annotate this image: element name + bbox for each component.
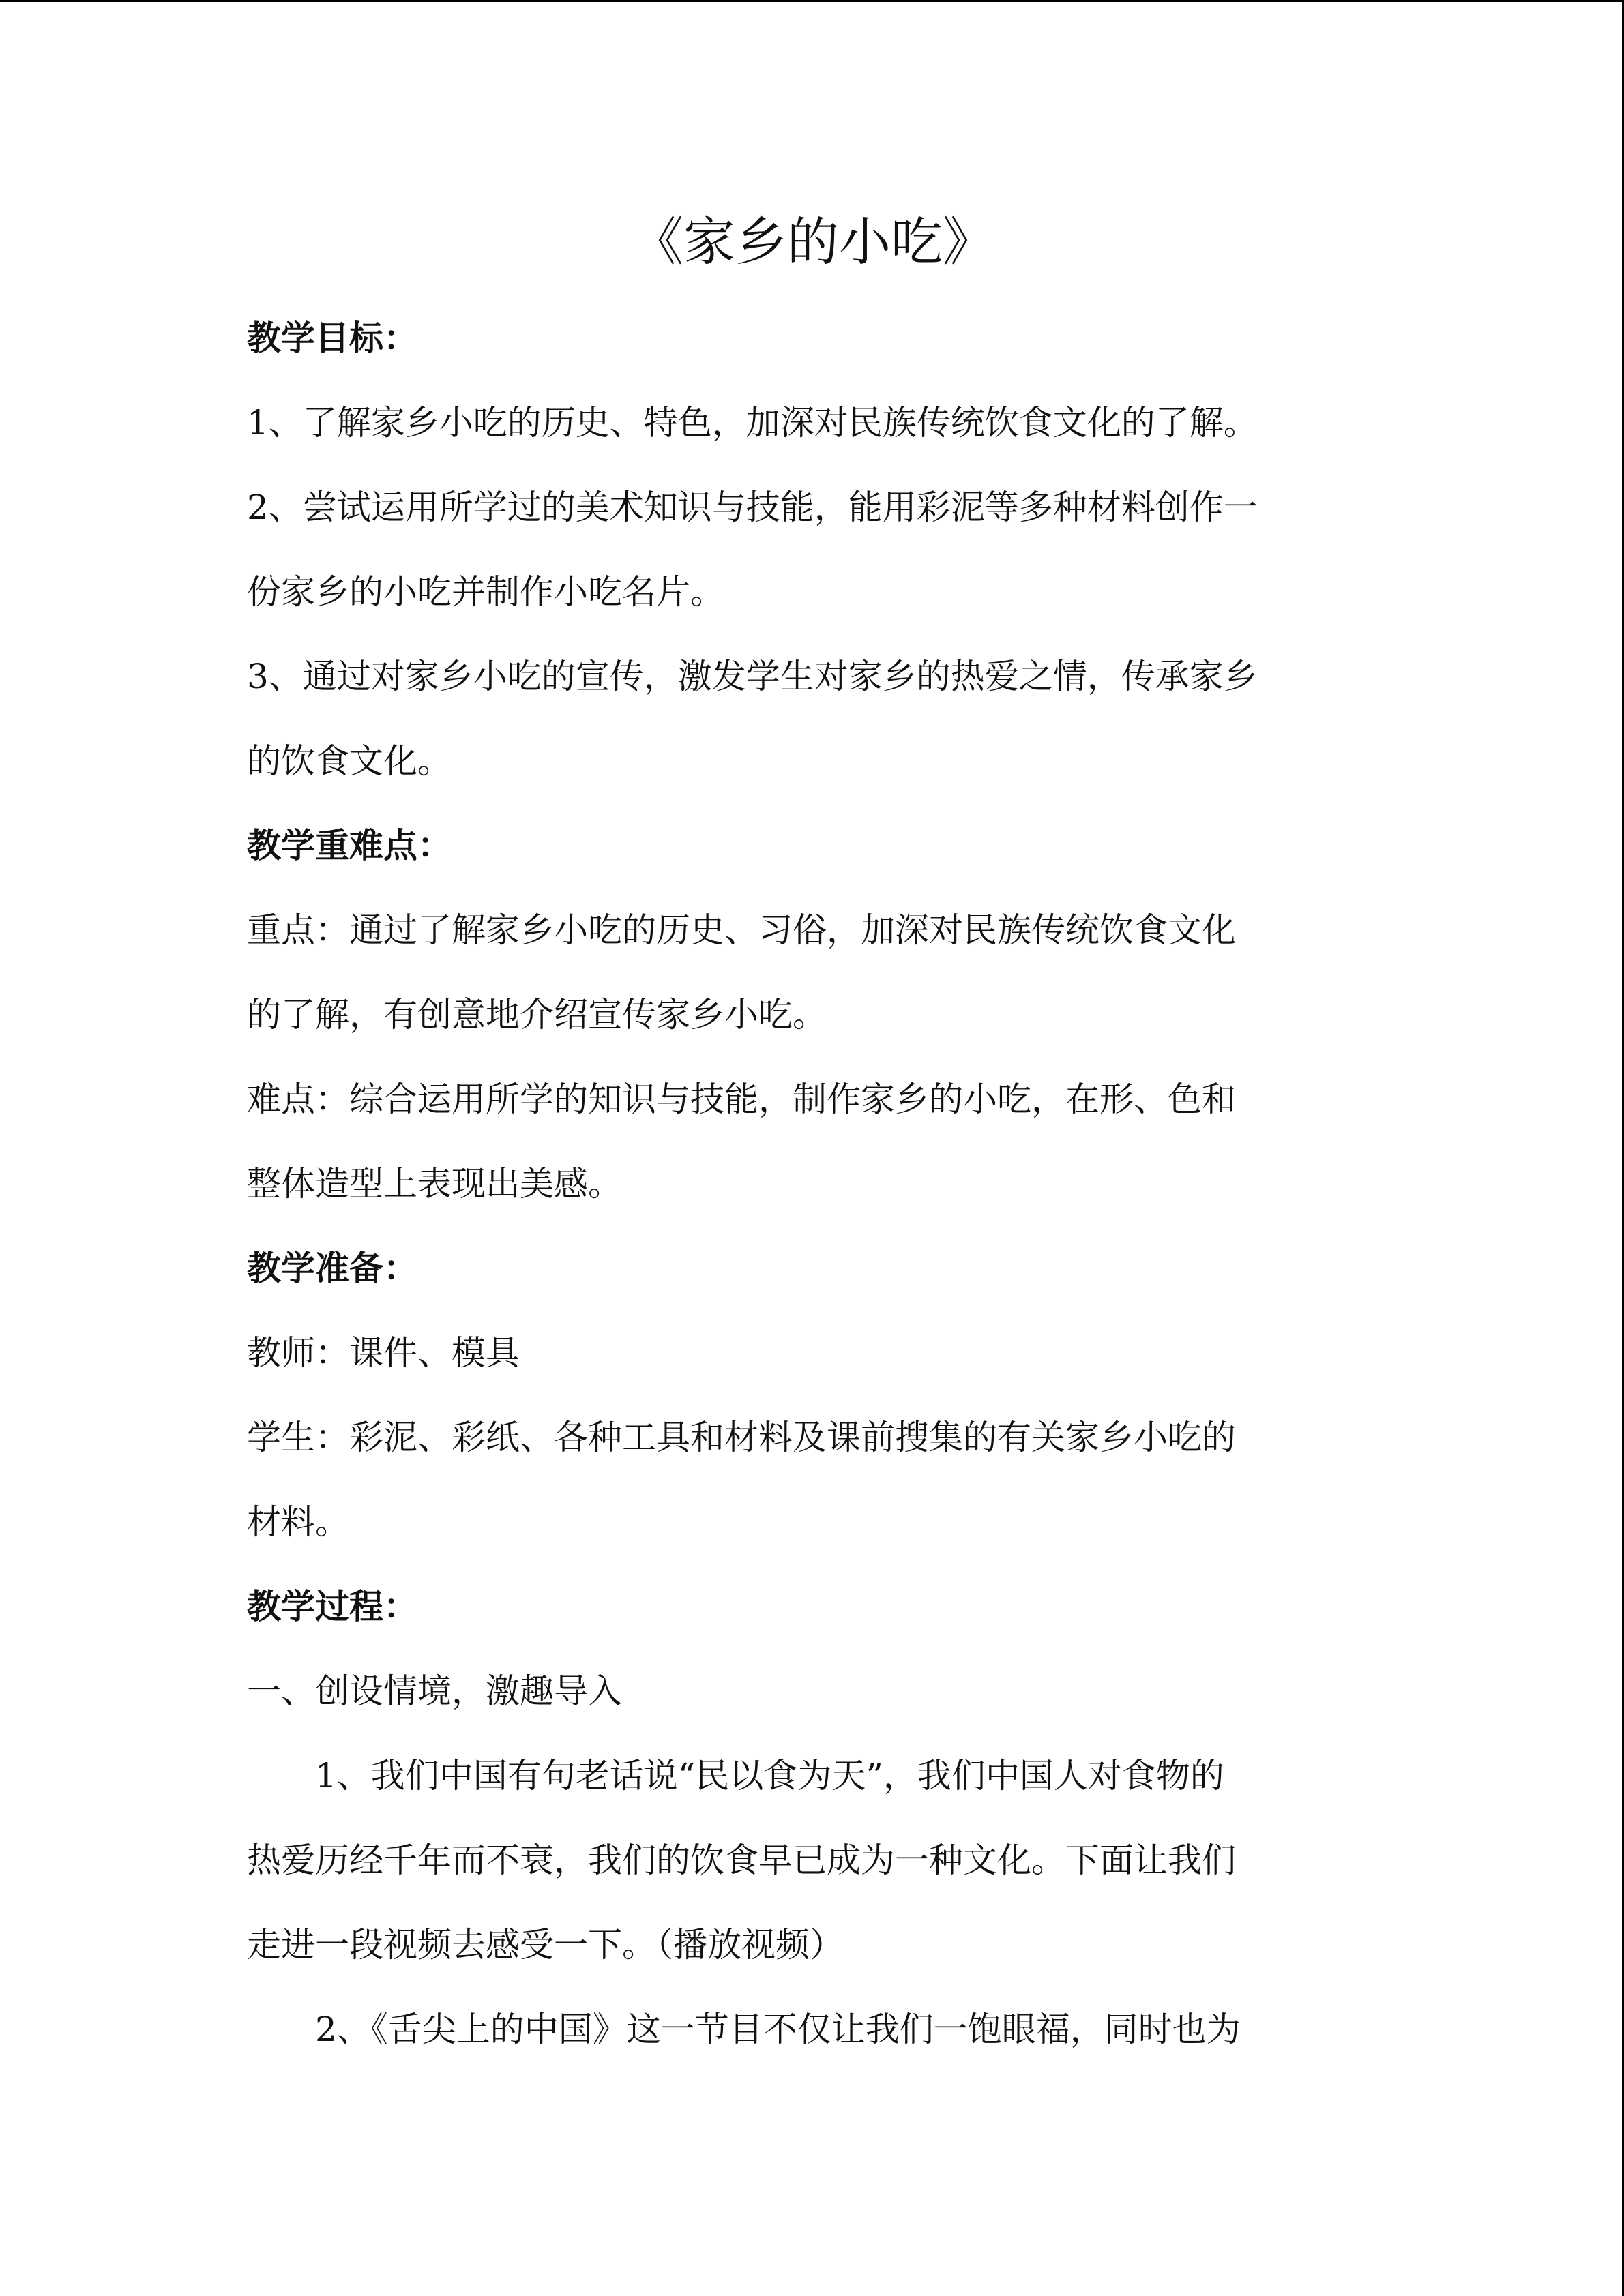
paragraph-line: 3、通过对家乡小吃的宣传，激发学生对家乡的热爱之情，传承家乡 [247, 657, 1258, 696]
paragraph-line: 2、尝试运用所学过的美术知识与技能，能用彩泥等多种材料创作一 [247, 488, 1258, 527]
paragraph-line: 整体造型上表现出美感。 [247, 1164, 622, 1204]
section-heading-preparation: 教学准备： [247, 1249, 417, 1288]
paragraph-line: 学生：彩泥、彩纸、各种工具和材料及课前搜集的有关家乡小吃的 [247, 1418, 1236, 1457]
paragraph-line: 份家乡的小吃并制作小吃名片。 [247, 572, 724, 612]
paragraph-line: 2、《舌尖上的中国》这一节目不仅让我们一饱眼福，同时也为 [315, 2010, 1241, 2049]
document-page [247, 205, 1379, 2072]
top-border-line [0, 0, 1624, 2]
paragraph-line: 走进一段视频去感受一下。（播放视频） [247, 1925, 844, 1965]
paragraph-line: 难点：综合运用所学的知识与技能，制作家乡的小吃，在形、色和 [247, 1079, 1236, 1119]
section-heading-key-points: 教学重难点： [247, 826, 452, 865]
section-heading-process: 教学过程： [247, 1587, 417, 1626]
document-title: 《家乡的小吃》 [632, 211, 994, 272]
paragraph-line: 的饮食文化。 [247, 741, 452, 781]
paragraph-line: 的了解，有创意地介绍宣传家乡小吃。 [247, 995, 827, 1034]
paragraph-line: 1、我们中国有句老话说“民以食为天”，我们中国人对食物的 [315, 1756, 1224, 1795]
paragraph-line: 1、了解家乡小吃的历史、特色，加深对民族传统饮食文化的了解。 [247, 403, 1258, 443]
paragraph-line: 一、创设情境，激趣导入 [247, 1671, 622, 1711]
section-heading-objectives: 教学目标： [247, 318, 417, 358]
paragraph-line: 重点：通过了解家乡小吃的历史、习俗，加深对民族传统饮食文化 [247, 910, 1236, 950]
paragraph-line: 材料。 [247, 1502, 349, 1542]
paragraph-line: 教师：课件、模具 [247, 1333, 520, 1373]
paragraph-line: 热爱历经千年而不衰，我们的饮食早已成为一种文化。下面让我们 [247, 1840, 1236, 1880]
